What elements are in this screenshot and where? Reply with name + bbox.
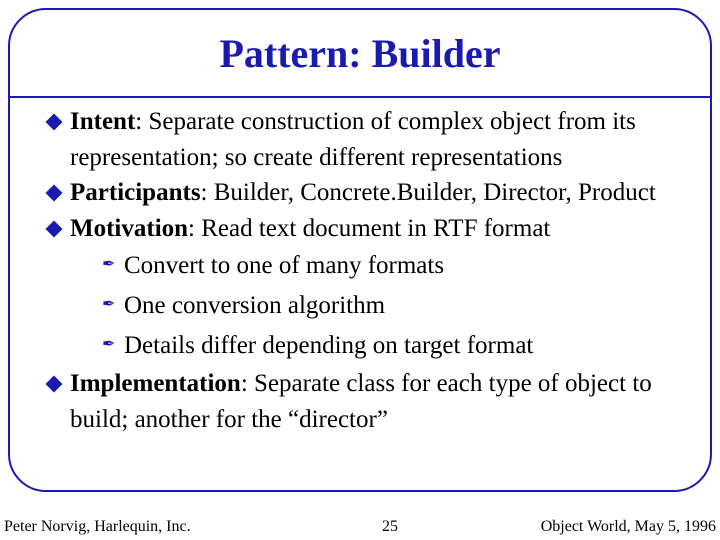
footer-event: Object World, May 5, 1996 [540,518,716,535]
bullet-term: Participants [70,179,201,206]
slide-body [46,104,696,437]
bullet-motivation [46,211,696,247]
bullet-text: : Separate construction of complex object from its representation; so create different representations [70,108,636,171]
pen-bullet-icon: ✒ [102,256,116,273]
bullet-term: Motivation [70,214,189,242]
bullet-text: : Read text document in RTF format [188,214,551,242]
subbullet-text: Details differ depending on target format [124,332,534,359]
diamond-bullet-icon [46,114,63,131]
subbullet-text: Convert to one of many formats [124,252,445,279]
footer-author: Peter Norvig, Harlequin, Inc. [4,518,191,535]
bullet-text: : Builder, Concrete.Builder, Director, Product [200,179,656,206]
title-divider [10,96,710,98]
bullet-participants [46,175,696,211]
bullet-implementation [46,366,696,437]
bullet-term: Implementation [70,370,241,397]
subbullet-item [102,286,696,326]
slide-title: Pattern: Builder [219,31,501,76]
subbullet-item [102,246,696,286]
diamond-bullet-icon [46,185,63,202]
bullet-text: : Separate class for each type of object to build; another for the “director” [70,370,652,433]
pen-bullet-icon: ✒ [102,296,116,313]
pen-bullet-icon: ✒ [102,336,116,353]
diamond-bullet-icon [46,220,63,237]
subbullet-item [102,326,696,366]
subbullet-text: One conversion algorithm [124,292,386,319]
diamond-bullet-icon [46,376,63,393]
bullet-intent [46,104,696,175]
footer-page-number: 25 [382,518,398,535]
bullet-term: Intent [70,108,136,135]
